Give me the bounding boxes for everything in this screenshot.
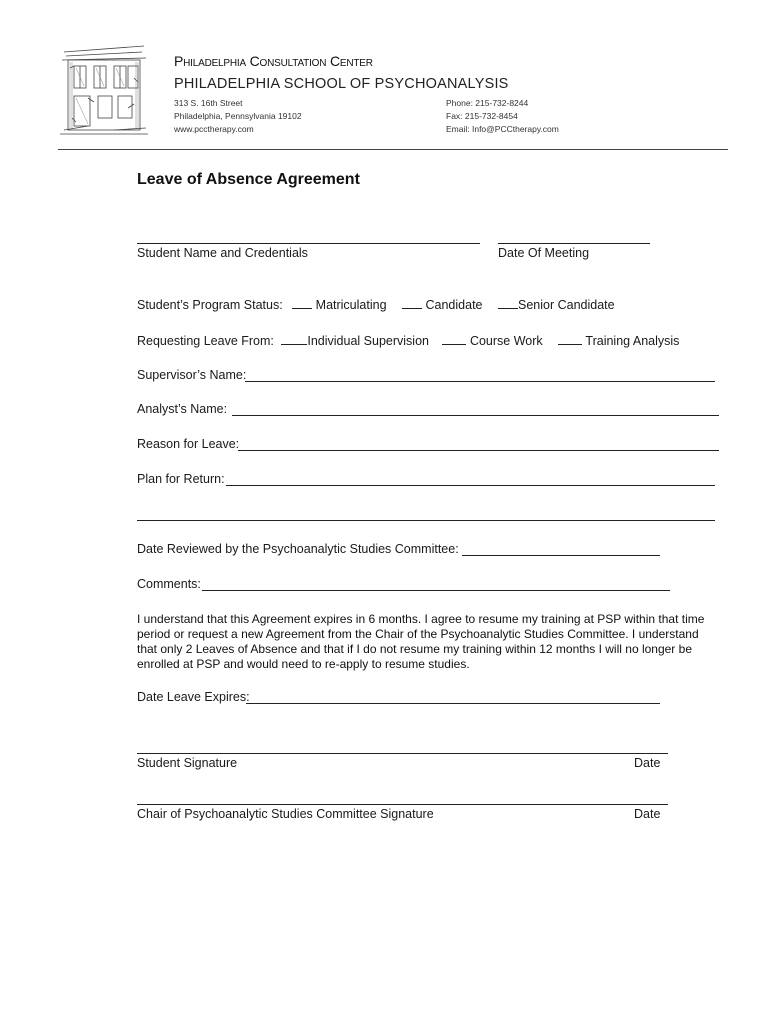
plan-field[interactable] [226, 485, 715, 486]
program-status-row [137, 297, 615, 312]
organization-name: Philadelphia Consultation Center [174, 53, 373, 69]
leave-supervision-blank[interactable] [281, 333, 307, 345]
leave-supervision-label: Individual Supervision [307, 334, 429, 348]
chair-signature-label: Chair of Psychoanalytic Studies Committee Signature [137, 807, 434, 821]
student-signature-field[interactable] [137, 753, 668, 754]
plan-field-line-2[interactable] [137, 520, 715, 521]
email-link[interactable]: Email: Info@PCCtherapy.com [446, 124, 559, 134]
student-date-label: Date [634, 756, 661, 770]
header-divider [58, 149, 728, 150]
form-title: Leave of Absence Agreement [137, 171, 360, 188]
date-reviewed-label: Date Reviewed by the Psychoanalytic Studies Committee: [137, 542, 459, 556]
date-leave-expires-label: Date Leave Expires: [137, 690, 250, 704]
address-city: Philadelphia, Pennsylvania 19102 [174, 111, 302, 121]
phone-number: Phone: 215-732-8244 [446, 98, 529, 108]
requesting-leave-row [137, 333, 679, 348]
requesting-leave-label: Requesting Leave From: [137, 334, 274, 348]
address-block [174, 97, 302, 136]
building-sketch-icon [58, 38, 150, 140]
date-leave-expires-field[interactable] [246, 703, 660, 704]
school-name: PHILADELPHIA SCHOOL OF PSYCHOANALYSIS [174, 76, 509, 91]
website-link[interactable]: www.pcctherapy.com [174, 124, 254, 134]
student-name-field[interactable] [137, 243, 480, 244]
reason-label: Reason for Leave: [137, 437, 240, 451]
comments-field[interactable] [202, 590, 670, 591]
analyst-name-field[interactable] [232, 415, 719, 416]
plan-label: Plan for Return: [137, 472, 225, 486]
status-senior-candidate-blank[interactable] [498, 297, 518, 309]
program-status-label: Student’s Program Status: [137, 298, 283, 312]
agreement-paragraph: I understand that this Agreement expires in 6 months. I agree to resume my training at PSP within that time period or request a new Agreement from the Chair of the Psychoanalytic Studies Committee. I understand that only 2 Leaves of Absence and that if I do not resume my training within 12 months I will no longer be enrolled at PSP and would need to re-apply to resume studies. [137, 612, 705, 671]
supervisor-label: Supervisor’s Name: [137, 368, 247, 382]
chair-date-label: Date [634, 807, 661, 821]
status-senior-candidate-label: Senior Candidate [517, 298, 615, 312]
reason-field[interactable] [238, 450, 719, 451]
contact-block [446, 97, 559, 136]
leave-training-analysis-blank[interactable] [558, 333, 582, 345]
date-reviewed-field[interactable] [462, 555, 660, 556]
status-candidate-blank[interactable] [402, 297, 422, 309]
leave-training-analysis-label: Training Analysis [585, 334, 680, 348]
student-signature-label: Student Signature [137, 756, 238, 770]
leave-coursework-blank[interactable] [442, 333, 466, 345]
comments-label: Comments: [137, 577, 201, 591]
analyst-label: Analyst’s Name: [137, 402, 228, 416]
chair-signature-field[interactable] [137, 804, 668, 805]
status-candidate-label: Candidate [425, 298, 483, 312]
date-of-meeting-field[interactable] [498, 243, 650, 244]
fax-number: Fax: 215-732-8454 [446, 111, 518, 121]
supervisor-name-field[interactable] [245, 381, 715, 382]
date-of-meeting-label: Date Of Meeting [498, 246, 590, 260]
student-name-label: Student Name and Credentials [137, 246, 308, 260]
address-street: 313 S. 16th Street [174, 98, 243, 108]
status-matriculating-blank[interactable] [292, 297, 312, 309]
leave-coursework-label: Course Work [469, 334, 543, 348]
status-matriculating-label: Matriculating [315, 298, 387, 312]
